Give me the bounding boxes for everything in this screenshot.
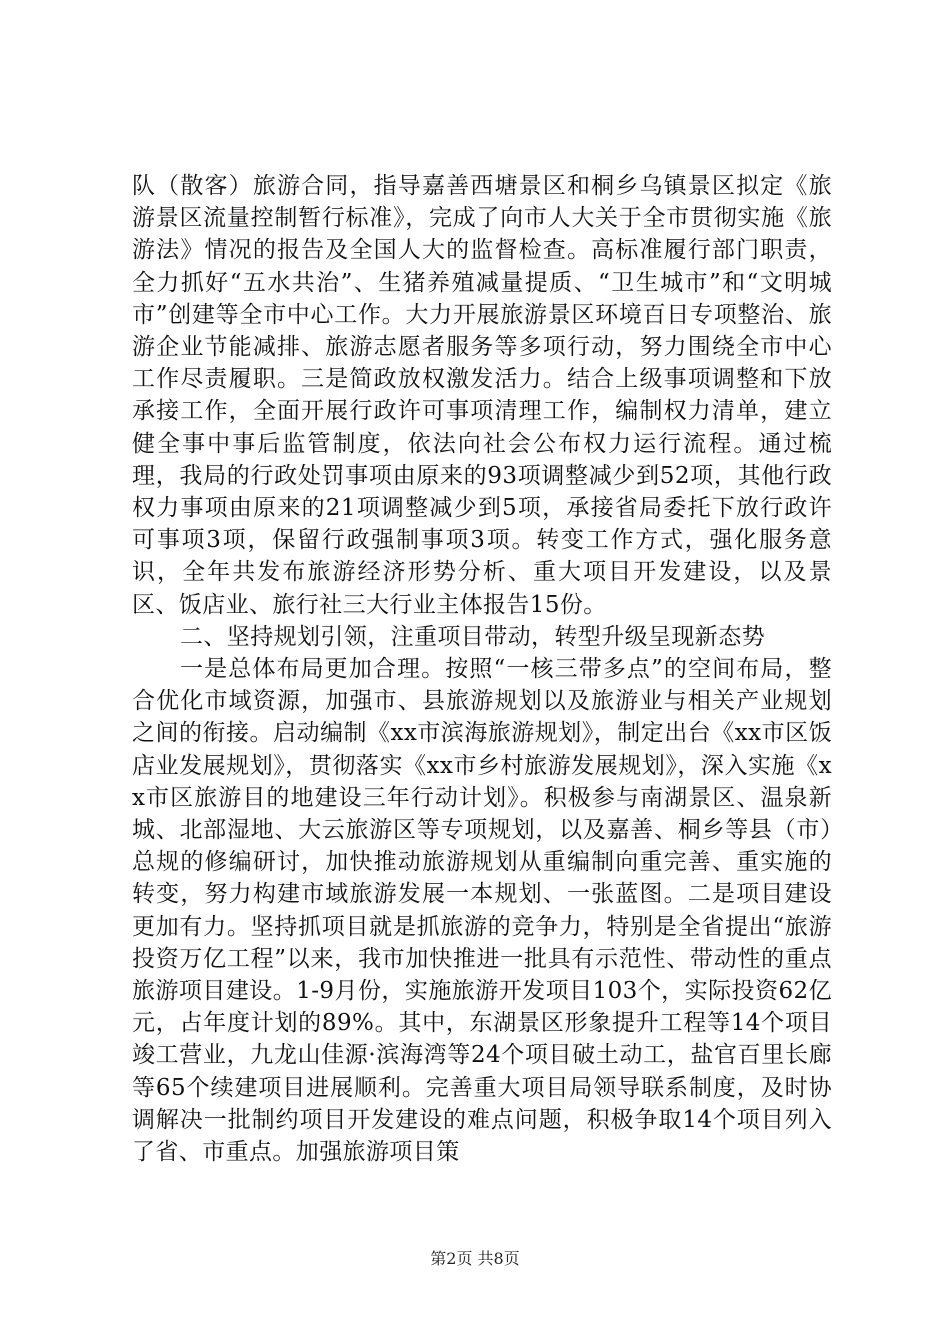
paragraph-planning: 一是总体布局更加合理。按照“一核三带多点”的空间布局，整合优化市域资源，加强市、县旅游规划以及旅游业与相关产业规划之间的衔接。启动编制《xx市滨海旅游规划》，制定出台《xx市区饭店业发展规划》，贯彻落实《xx市乡村旅游发展规划》，深入实施《xx市区旅游目的地建设三年行动计划》。积极参与南湖景区、温泉新城、北部湿地、大云旅游区等专项规划，以及嘉善、桐乡等县（市）总规的修编研讨，加快推动旅游规划从重编制向重完善、重实施的转变，努力构建市域旅游发展一本规划、一张蓝图。二是项目建设更加有力。坚持抓项目就是抓旅游的竞争力，特别是全省提出“旅游投资万亿工程”以来，我市加快推进一批具有示范性、带动性的重点旅游项目建设。1-9月份，实施旅游开发项目103个，实际投资62亿元，占年度计划的89%。其中，东湖景区形象提升工程等14个项目竣工营业，九龙山佳源·滨海湾等24个项目破土动工，盐官百里长廊等65个续建项目进展顺利。完善重大项目局领导联系制度，及时协调解决一批制约项目开发建设的难点问题，积极争取14个项目列入了省、市重点。加强旅游项目策 <box>132 656 832 1166</box>
section-heading: 二、坚持规划引领，注重项目带动，转型升级呈现新态势 <box>180 623 765 650</box>
body-text <box>132 170 832 1168</box>
page-footer: 第2页 共8页 <box>430 1249 520 1268</box>
paragraph-continuation: 队（散客）旅游合同，指导嘉善西塘景区和桐乡乌镇景区拟定《旅游景区流量控制暂行标准》，完成了向市人大关于全市贯彻实施《旅游法》情况的报告及全国人大的监督检查。高标准履行部门职责，全力抓好“五水共治”、生猪养殖减量提质、“卫生城市”和“文明城市”创建等全市中心工作。大力开展旅游景区环境百日专项整治、旅游企业节能减排、旅游志愿者服务等多项行动，努力围绕全市中心工作尽责履职。三是简政放权激发活力。结合上级事项调整和下放承接工作，全面开展行政许可事项清理工作，编制权力清单，建立健全事中事后监管制度，依法向社会公布权力运行流程。通过梳理，我局的行政处罚事项由原来的93项调整减少到52项，其他行政权力事项由原来的21项调整减少到5项，承接省局委托下放行政许可事项3项，保留行政强制事项3项。转变工作方式，强化服务意识，全年共发布旅游经济形势分析、重大项目开发建设，以及景区、饭店业、旅行社三大行业主体报告15份。 <box>132 173 832 618</box>
